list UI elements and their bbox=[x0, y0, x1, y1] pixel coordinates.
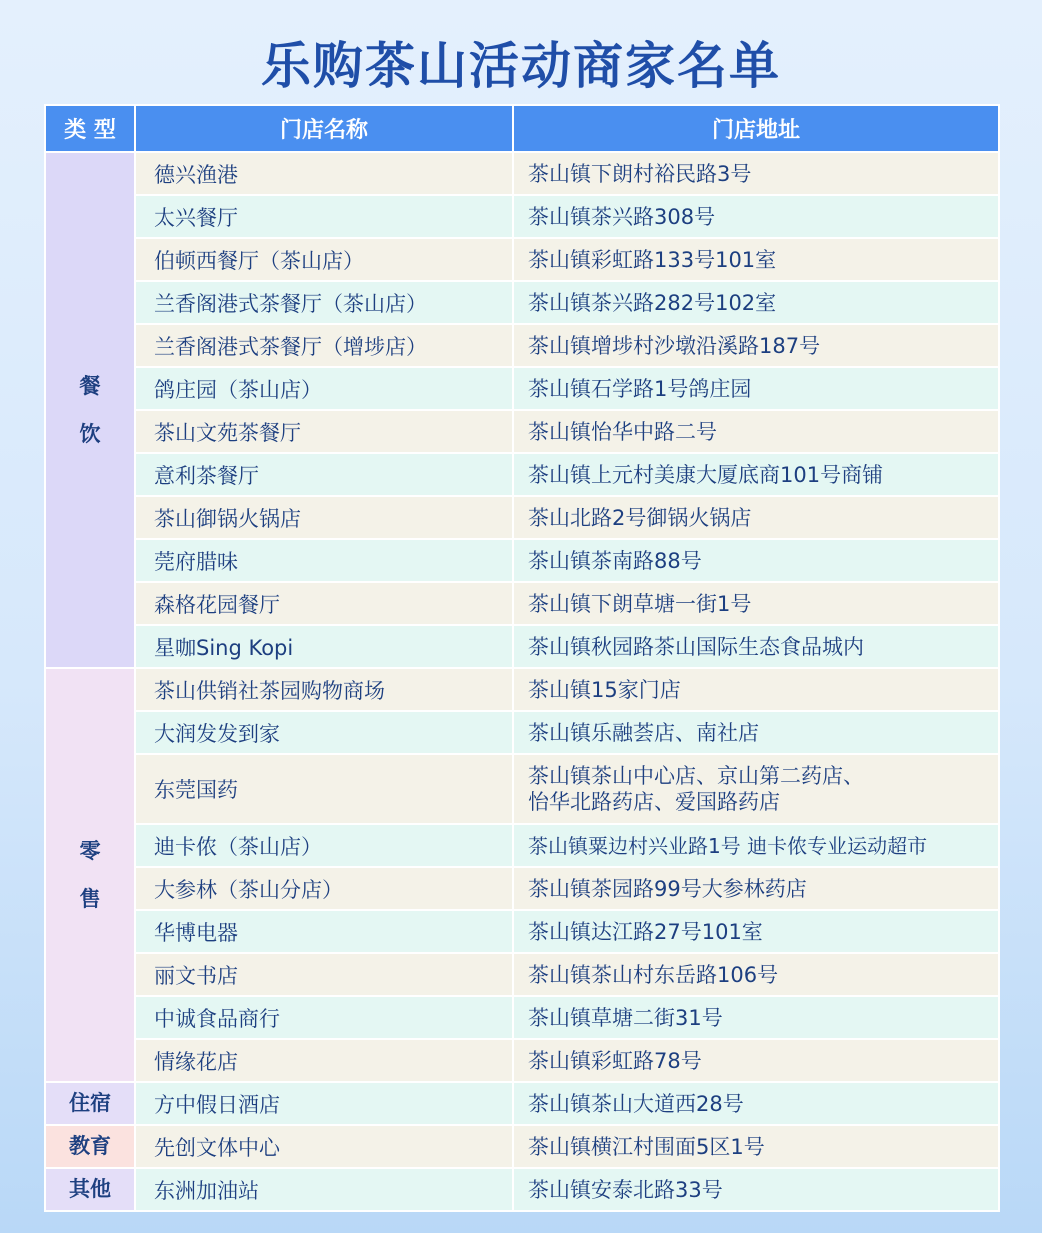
store-name: 太兴餐厅 bbox=[135, 195, 513, 238]
header-store-address: 门店地址 bbox=[513, 105, 999, 152]
store-address-line: 茶山镇茶山中心店、京山第二药店、 bbox=[528, 764, 864, 788]
store-name: 星咖Sing Kopi bbox=[135, 625, 513, 668]
table-row bbox=[45, 824, 999, 867]
table-header-row bbox=[45, 105, 999, 152]
store-address: 茶山镇增埗村沙墩沿溪路187号 bbox=[513, 324, 999, 367]
store-address bbox=[513, 754, 999, 824]
store-address: 茶山镇彩虹路78号 bbox=[513, 1039, 999, 1082]
store-address: 茶山镇茶兴路282号102室 bbox=[513, 281, 999, 324]
store-name: 兰香阁港式茶餐厅（茶山店） bbox=[135, 281, 513, 324]
store-address: 茶山镇横江村围面5区1号 bbox=[513, 1125, 999, 1168]
page-title: 乐购茶山活动商家名单 bbox=[261, 37, 781, 95]
table-row bbox=[45, 867, 999, 910]
store-address: 茶山镇粟边村兴业路1号 迪卡侬专业运动超市 bbox=[513, 824, 999, 867]
store-name: 意利茶餐厅 bbox=[135, 453, 513, 496]
table-row bbox=[45, 668, 999, 711]
store-address: 茶山镇15家门店 bbox=[513, 668, 999, 711]
store-name: 兰香阁港式茶餐厅（增埗店） bbox=[135, 324, 513, 367]
table-row bbox=[45, 367, 999, 410]
store-address: 茶山镇草塘二街31号 bbox=[513, 996, 999, 1039]
store-name: 丽文书店 bbox=[135, 953, 513, 996]
table-row bbox=[45, 539, 999, 582]
store-address-line: 怡华北路药店、爱国路药店 bbox=[528, 790, 780, 814]
category-education: 教育 bbox=[45, 1125, 135, 1168]
store-name: 东洲加油站 bbox=[135, 1168, 513, 1211]
table-row bbox=[45, 410, 999, 453]
store-address: 茶山镇彩虹路133号101室 bbox=[513, 238, 999, 281]
store-address: 茶山镇茶山村东岳路106号 bbox=[513, 953, 999, 996]
store-name: 迪卡侬（茶山店） bbox=[135, 824, 513, 867]
store-address: 茶山镇上元村美康大厦底商101号商铺 bbox=[513, 453, 999, 496]
header-store-name: 门店名称 bbox=[135, 105, 513, 152]
store-name: 茶山御锅火锅店 bbox=[135, 496, 513, 539]
store-address: 茶山镇秋园路茶山国际生态食品城内 bbox=[513, 625, 999, 668]
store-name: 伯顿西餐厅（茶山店） bbox=[135, 238, 513, 281]
store-name: 大参林（茶山分店） bbox=[135, 867, 513, 910]
store-address: 茶山镇达江路27号101室 bbox=[513, 910, 999, 953]
category-dining: 餐 饮 bbox=[45, 152, 135, 668]
store-name: 茶山文苑茶餐厅 bbox=[135, 410, 513, 453]
table-row bbox=[45, 711, 999, 754]
store-name: 中诚食品商行 bbox=[135, 996, 513, 1039]
table-row bbox=[45, 1039, 999, 1082]
table-row bbox=[45, 996, 999, 1039]
category-retail: 零 售 bbox=[45, 668, 135, 1082]
table-row bbox=[45, 496, 999, 539]
merchant-table bbox=[44, 104, 1000, 1212]
table-row bbox=[45, 1082, 999, 1125]
table-row bbox=[45, 1168, 999, 1211]
store-address: 茶山镇茶园路99号大参林药店 bbox=[513, 867, 999, 910]
store-address: 茶山镇乐融荟店、南社店 bbox=[513, 711, 999, 754]
table-row bbox=[45, 1125, 999, 1168]
table-row bbox=[45, 324, 999, 367]
table-row bbox=[45, 910, 999, 953]
store-address: 茶山镇石学路1号鸽庄园 bbox=[513, 367, 999, 410]
store-address: 茶山镇安泰北路33号 bbox=[513, 1168, 999, 1211]
store-address: 茶山镇下朗草塘一街1号 bbox=[513, 582, 999, 625]
store-name: 鸽庄园（茶山店） bbox=[135, 367, 513, 410]
store-name: 德兴渔港 bbox=[135, 152, 513, 195]
header-type: 类 型 bbox=[45, 105, 135, 152]
table-row bbox=[45, 953, 999, 996]
store-name: 方中假日酒店 bbox=[135, 1082, 513, 1125]
store-address: 茶山镇怡华中路二号 bbox=[513, 410, 999, 453]
table-row bbox=[45, 152, 999, 195]
store-name: 东莞国药 bbox=[135, 754, 513, 824]
category-other: 其他 bbox=[45, 1168, 135, 1211]
table-row bbox=[45, 582, 999, 625]
store-address: 茶山镇下朗村裕民路3号 bbox=[513, 152, 999, 195]
store-name: 先创文体中心 bbox=[135, 1125, 513, 1168]
store-name: 茶山供销社茶园购物商场 bbox=[135, 668, 513, 711]
store-address: 茶山镇茶兴路308号 bbox=[513, 195, 999, 238]
store-address: 茶山北路2号御锅火锅店 bbox=[513, 496, 999, 539]
table-row bbox=[45, 281, 999, 324]
category-lodging: 住宿 bbox=[45, 1082, 135, 1125]
store-name: 情缘花店 bbox=[135, 1039, 513, 1082]
table-row bbox=[45, 195, 999, 238]
store-name: 华博电器 bbox=[135, 910, 513, 953]
store-name: 莞府腊味 bbox=[135, 539, 513, 582]
table-row bbox=[45, 754, 999, 824]
table-row bbox=[45, 625, 999, 668]
table-row bbox=[45, 238, 999, 281]
store-address: 茶山镇茶南路88号 bbox=[513, 539, 999, 582]
store-name: 大润发发到家 bbox=[135, 711, 513, 754]
table-row bbox=[45, 453, 999, 496]
store-address: 茶山镇茶山大道西28号 bbox=[513, 1082, 999, 1125]
store-name: 森格花园餐厅 bbox=[135, 582, 513, 625]
